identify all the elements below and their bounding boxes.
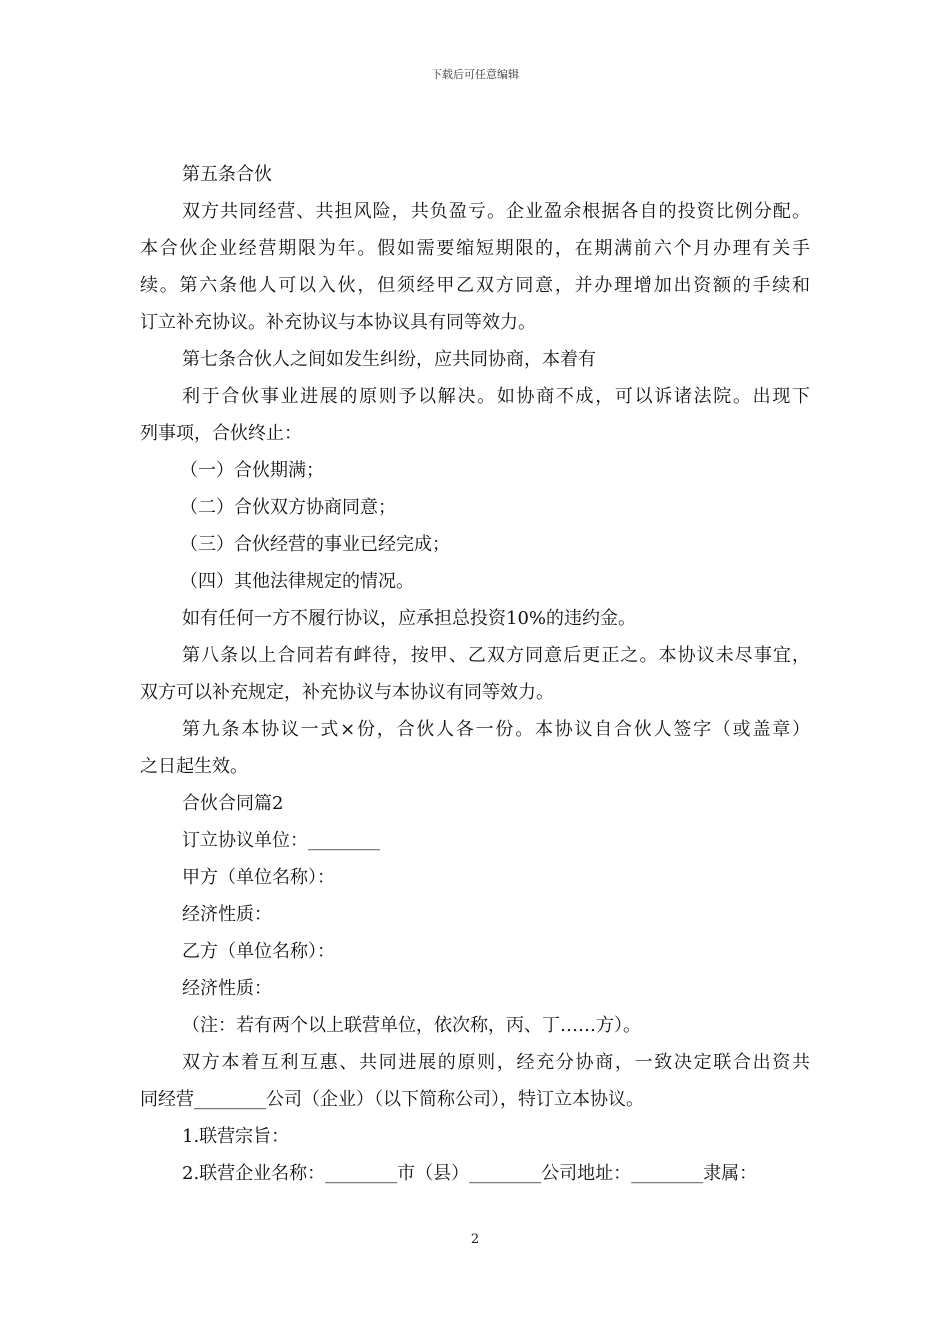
paragraph-line: 续。第六条他人可以入伙，但须经甲乙双方同意，并办理增加出资额的手续和 [140, 275, 810, 296]
article-heading-5: 第五条合伙 [182, 164, 272, 185]
paragraph-line: 第七条合伙人之间如发生纠纷，应共同协商，本着有 [182, 349, 596, 370]
paragraph-line: 如有任何一方不履行协议，应承担总投资10%的违约金。 [182, 608, 637, 629]
list-item: （一）合伙期满； [180, 460, 324, 481]
list-item: （四）其他法律规定的情况。 [180, 571, 414, 592]
page-header: 下载后可任意编辑 [431, 68, 519, 81]
form-line: 经济性质： [182, 978, 272, 999]
form-line: 经济性质： [182, 904, 272, 925]
form-line: 订立协议单位：________ [182, 830, 380, 851]
list-item: 1.联营宗旨： [182, 1126, 290, 1147]
paragraph-line: 利于合伙事业进展的原则予以解决。如协商不成，可以诉诸法院。出现下 [182, 386, 810, 407]
paragraph-line: 双方本着互利互惠、共同进展的原则，经充分协商，一致决定联合出资共 [182, 1052, 810, 1073]
page-number: 2 [470, 1232, 480, 1247]
paragraph-line: 双方共同经营、共担风险，共负盈亏。企业盈余根据各自的投资比例分配。 [182, 201, 810, 222]
note-line: （注：若有两个以上联营单位，依次称，丙、丁……方）。 [182, 1015, 641, 1036]
document-body [140, 156, 810, 1192]
paragraph-line: 同经营________公司（企业）（以下简称公司），特订立本协议。 [140, 1089, 644, 1110]
section-heading: 合伙合同篇2 [182, 793, 284, 814]
list-item: 2.联营企业名称：________市（县）________公司地址：________隶属： [182, 1163, 758, 1184]
list-item: （三）合伙经营的事业已经完成； [180, 534, 450, 555]
paragraph-line: 列事项，合伙终止： [140, 423, 302, 444]
list-item: （二）合伙双方协商同意； [180, 497, 396, 518]
paragraph-line: 之日起生效。 [140, 756, 248, 777]
paragraph-line: 双方可以补充规定，补充协议与本协议有同等效力。 [140, 682, 554, 703]
form-line: 甲方（单位名称）： [182, 867, 335, 888]
paragraph-line: 本合伙企业经营期限为年。假如需要缩短期限的，在期满前六个月办理有关手 [140, 238, 810, 259]
paragraph-line: 第八条以上合同若有衅待，按甲、乙双方同意后更正之。本协议未尽事宜， [182, 645, 810, 666]
paragraph-line: 订立补充协议。补充协议与本协议具有同等效力。 [140, 312, 536, 333]
paragraph-line: 第九条本协议一式×份，合伙人各一份。本协议自合伙人签字（或盖章） [182, 719, 810, 740]
form-line: 乙方（单位名称）： [182, 941, 335, 962]
